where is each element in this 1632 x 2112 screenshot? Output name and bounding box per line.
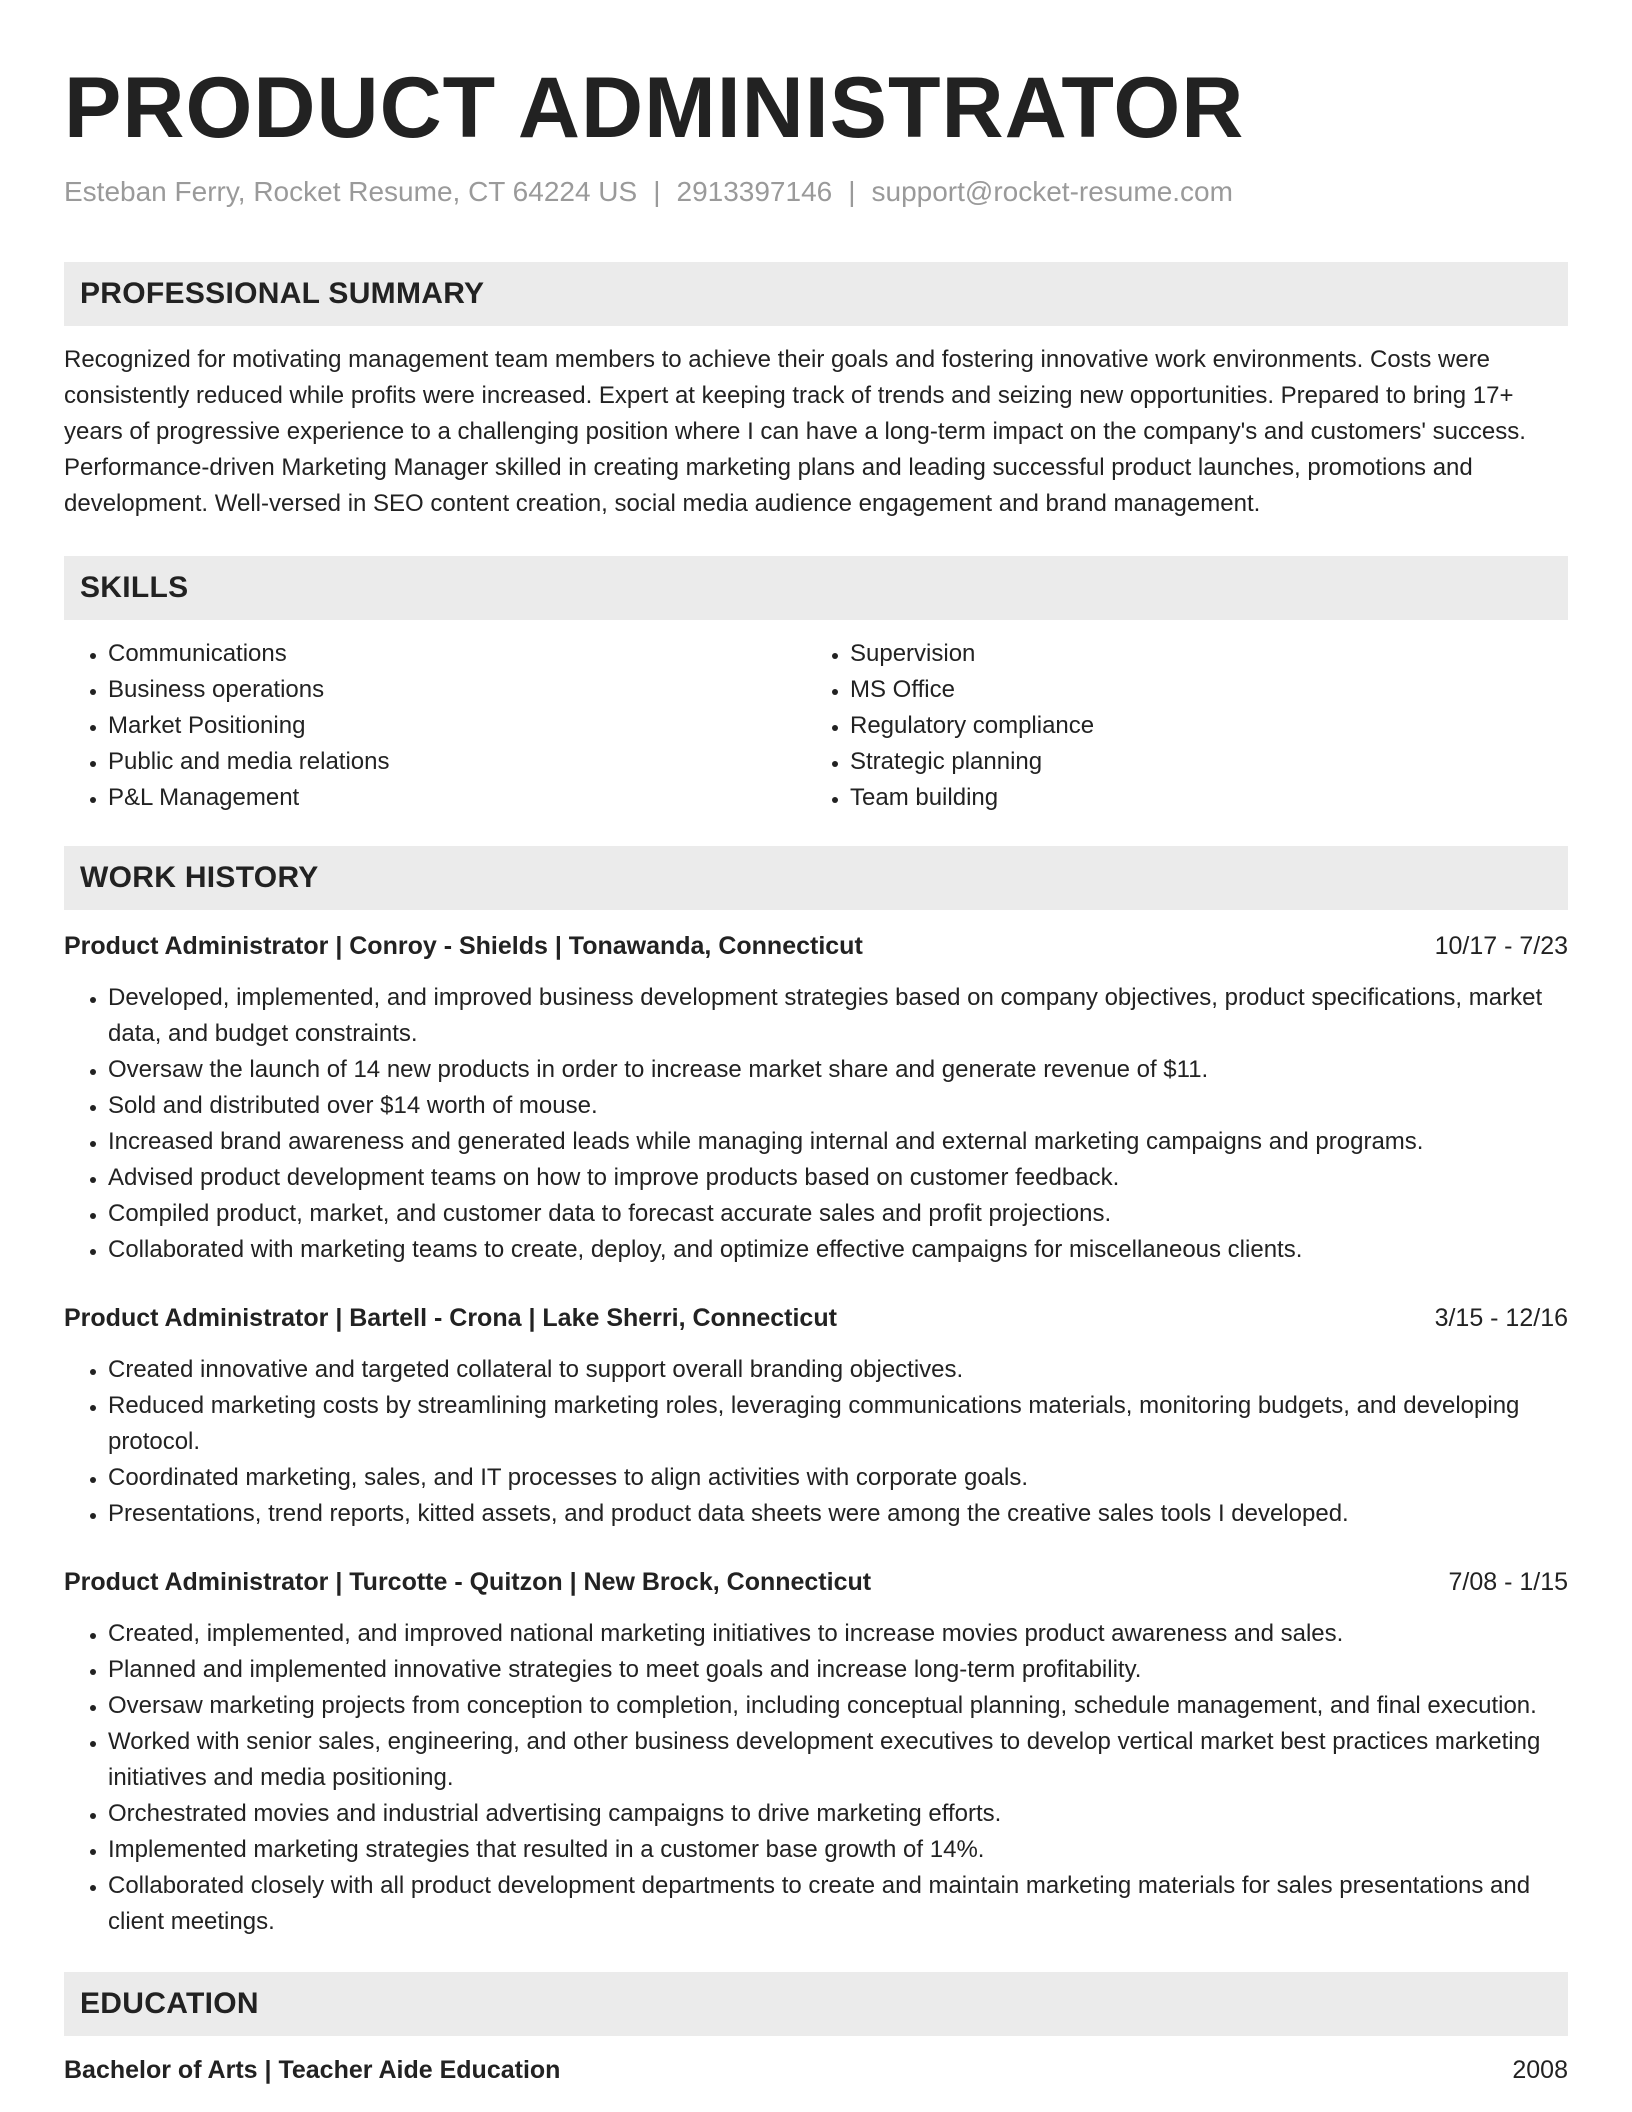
job-header: [64, 1300, 1568, 1336]
skill-item: • Public and media relations: [108, 744, 806, 780]
job-entry: [64, 1300, 1568, 1532]
skills-column-right: [806, 636, 1548, 816]
job-dates: 7/08 - 1/15: [1448, 1568, 1568, 1596]
job-header: [64, 928, 1568, 964]
skill-item: • Strategic planning: [850, 744, 1548, 780]
job-bullet-list: [64, 980, 1568, 1268]
skill-item: • Market Positioning: [108, 708, 806, 744]
resume-title: PRODUCT ADMINISTRATOR: [64, 60, 1245, 156]
job-bullet: • Coordinated marketing, sales, and IT processes to align activities with corporate goals.: [108, 1460, 1568, 1496]
education-year: 2008: [1512, 2056, 1568, 2084]
skill-item: • MS Office: [850, 672, 1548, 708]
education-degree: Bachelor of Arts | Teacher Aide Education: [64, 2056, 561, 2084]
skill-item: • Communications: [108, 636, 806, 672]
work-history-heading: WORK HISTORY: [64, 846, 1568, 910]
contact-email: support@rocket-resume.com: [871, 176, 1233, 207]
job-bullet: • Planned and implemented innovative strategies to meet goals and increase long-term profitability.: [108, 1652, 1568, 1688]
job-entry: [64, 1564, 1568, 1940]
skills-column-left: [64, 636, 806, 816]
contact-separator: |: [848, 176, 856, 207]
job-bullet-list: [64, 1352, 1568, 1532]
job-title: Product Administrator | Turcotte - Quitzon | New Brock, Connecticut: [64, 1568, 872, 1596]
job-bullet: • Oversaw the launch of 14 new products in order to increase market share and generate revenue of $11.: [108, 1052, 1568, 1088]
job-bullet: • Developed, implemented, and improved business development strategies based on company objectives, product specifications, market data, and budget constraints.: [108, 980, 1568, 1052]
education-entry: [64, 2052, 1568, 2088]
summary-heading: PROFESSIONAL SUMMARY: [64, 262, 1568, 326]
job-bullet: • Collaborated with marketing teams to create, deploy, and optimize effective campaigns for miscellaneous clients.: [108, 1232, 1568, 1268]
job-title: Product Administrator | Bartell - Crona | Lake Sherri, Connecticut: [64, 1304, 837, 1332]
job-bullet: • Reduced marketing costs by streamlining marketing roles, leveraging communications materials, monitoring budgets, and developing protocol.: [108, 1388, 1568, 1460]
job-bullet: • Advised product development teams on how to improve products based on customer feedback.: [108, 1160, 1568, 1196]
summary-text: Recognized for motivating management team members to achieve their goals and fostering innovative work environments. Costs were consistently reduced while profits were increased. Expert at keeping track of trends and seizing new opportunities. Prepared to bring 17+ years of progressive experience to a challenging position where I can have a long-term impact on the company's and customers' success. Performance-driven Marketing Manager skilled in creating marketing plans and leading successful product launches, promotions and development. Well-versed in SEO content creation, social media audience engagement and brand management.: [64, 346, 1526, 517]
job-bullet: • Created innovative and targeted collateral to support overall branding objectives.: [108, 1352, 1568, 1388]
job-entry: [64, 928, 1568, 1268]
contact-phone: 2913397146: [676, 176, 833, 207]
job-bullet: • Increased brand awareness and generated leads while managing internal and external marketing campaigns and programs.: [108, 1124, 1568, 1160]
job-bullet: • Oversaw marketing projects from conception to completion, including conceptual planning, schedule management, and final execution.: [108, 1688, 1568, 1724]
job-bullet: • Sold and distributed over $14 worth of mouse.: [108, 1088, 1568, 1124]
job-bullet: • Presentations, trend reports, kitted assets, and product data sheets were among the creative sales tools I developed.: [108, 1496, 1568, 1532]
job-dates: 10/17 - 7/23: [1434, 932, 1568, 960]
skill-item: • P&L Management: [108, 780, 806, 816]
job-header: [64, 1564, 1568, 1600]
skills-grid: [64, 636, 1568, 816]
education-heading: EDUCATION: [64, 1972, 1568, 2036]
skill-item: • Supervision: [850, 636, 1548, 672]
job-title: Product Administrator | Conroy - Shields | Tonawanda, Connecticut: [64, 932, 863, 960]
job-bullet: • Compiled product, market, and customer data to forecast accurate sales and profit projections.: [108, 1196, 1568, 1232]
contact-separator: |: [653, 176, 661, 207]
skills-heading: SKILLS: [64, 556, 1568, 620]
job-bullet: • Implemented marketing strategies that resulted in a customer base growth of 14%.: [108, 1832, 1568, 1868]
job-bullet: • Created, implemented, and improved national marketing initiatives to increase movies product awareness and sales.: [108, 1616, 1568, 1652]
job-bullet-list: [64, 1616, 1568, 1940]
skill-item: • Team building: [850, 780, 1548, 816]
skill-item: • Business operations: [108, 672, 806, 708]
resume-page: [64, 0, 1568, 2088]
contact-address: Esteban Ferry, Rocket Resume, CT 64224 US: [64, 176, 638, 207]
skill-item: • Regulatory compliance: [850, 708, 1548, 744]
job-dates: 3/15 - 12/16: [1434, 1304, 1568, 1332]
job-bullet: • Orchestrated movies and industrial advertising campaigns to drive marketing efforts.: [108, 1796, 1568, 1832]
contact-line: [64, 174, 1568, 210]
job-bullet: • Collaborated closely with all product development departments to create and maintain marketing materials for sales presentations and client meetings.: [108, 1868, 1568, 1940]
job-bullet: • Worked with senior sales, engineering, and other business development executives to develop vertical market best practices marketing initiatives and media positioning.: [108, 1724, 1568, 1796]
